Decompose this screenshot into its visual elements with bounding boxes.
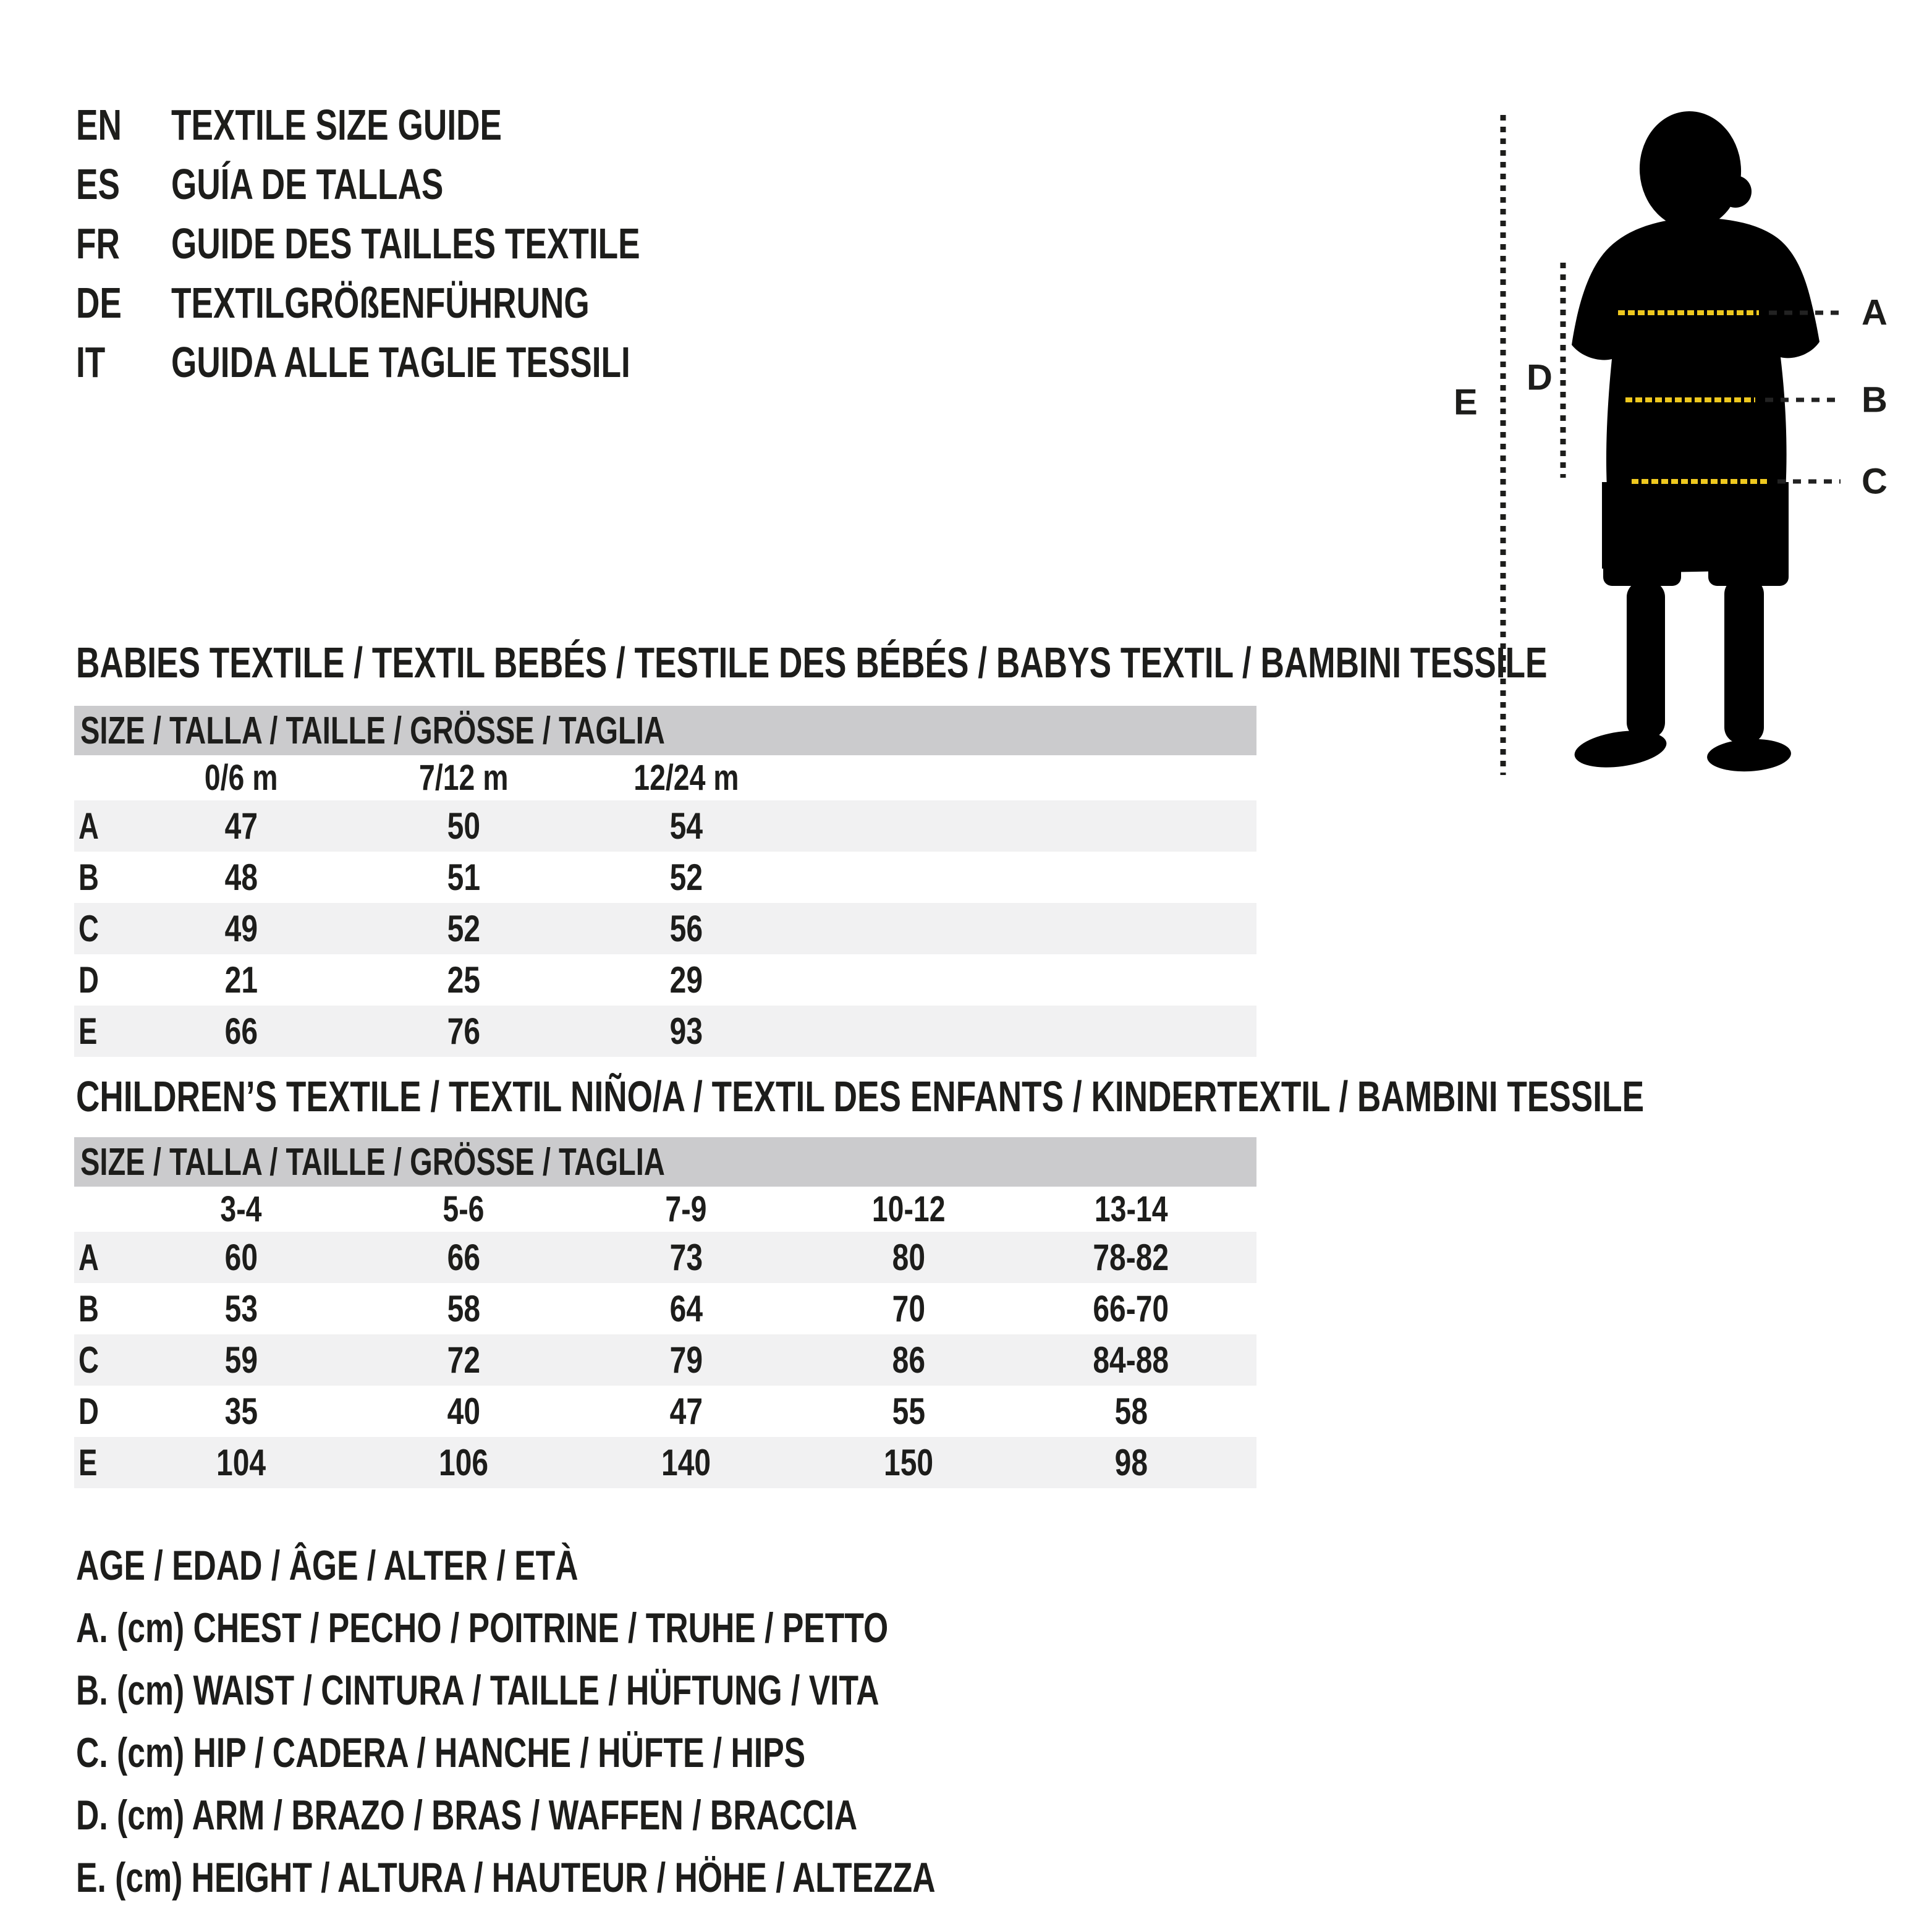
table-cell-value: 79 bbox=[669, 1339, 703, 1381]
row-label: D bbox=[78, 1391, 99, 1432]
table-cell-value: 52 bbox=[669, 857, 703, 898]
row-label: E bbox=[78, 1010, 98, 1052]
babies-heading-text: BABIES TEXTILE / TEXTIL BEBÉS / TESTILE DES BÉBÉS / BABYS TEXTIL / BAMBINI TESSILE bbox=[76, 638, 1548, 687]
table-row bbox=[74, 903, 1256, 954]
table-cell-value: 59 bbox=[224, 1339, 258, 1381]
table-cell-value: 64 bbox=[669, 1288, 703, 1329]
babies-size-table bbox=[74, 706, 1256, 1057]
table-cell-value: 35 bbox=[224, 1391, 258, 1432]
children-heading-text: CHILDREN’S TEXTILE / TEXTIL NIÑO/A / TEXTIL DES ENFANTS / KINDERTEXTIL / BAMBINI TESSILE bbox=[76, 1072, 1645, 1121]
table-row bbox=[74, 954, 1256, 1006]
table-cell-value: 84-88 bbox=[1093, 1339, 1169, 1381]
table-cell-value: 47 bbox=[669, 1391, 703, 1432]
language-title: TEXTILGRÖßENFÜHRUNG bbox=[171, 279, 590, 327]
table-cell-value: 48 bbox=[224, 857, 258, 898]
children-column-header: 7-9 bbox=[665, 1189, 707, 1229]
table-cell-value: 51 bbox=[447, 857, 480, 898]
table-row bbox=[74, 800, 1256, 852]
row-label: D bbox=[78, 959, 99, 1001]
legend-line-chest: A. (cm) CHEST / PECHO / POITRINE / TRUHE / PETTO bbox=[76, 1604, 889, 1651]
babies-column-header: 0/6 m bbox=[204, 758, 278, 798]
table-row bbox=[74, 1232, 1256, 1283]
language-code: DE bbox=[76, 279, 122, 327]
legend-line-arm: D. (cm) ARM / BRAZO / BRAS / WAFFEN / BRACCIA bbox=[76, 1792, 858, 1839]
babies-column-header: 7/12 m bbox=[418, 758, 509, 798]
table-cell-value: 93 bbox=[669, 1010, 703, 1052]
table-cell-value: 50 bbox=[447, 805, 480, 847]
table-cell-value: 104 bbox=[216, 1442, 266, 1483]
babies-size-header-text: SIZE / TALLA / TAILLE / GRÖSSE / TAGLIA bbox=[80, 709, 665, 752]
measure-label-e: E bbox=[1454, 382, 1478, 423]
children-column-header-row bbox=[74, 1187, 1256, 1232]
table-cell-value: 55 bbox=[892, 1391, 925, 1432]
table-cell-value: 29 bbox=[669, 959, 703, 1001]
table-cell-value: 60 bbox=[224, 1237, 258, 1278]
children-column-header: 13-14 bbox=[1094, 1189, 1168, 1229]
row-label: C bbox=[78, 1339, 99, 1381]
language-title: GUIDE DES TAILLES TEXTILE bbox=[171, 219, 640, 268]
table-cell-value: 53 bbox=[224, 1288, 258, 1329]
legend-line-age: AGE / EDAD / ÂGE / ALTER / ETÀ bbox=[76, 1542, 578, 1589]
legend-line-height: E. (cm) HEIGHT / ALTURA / HAUTEUR / HÖHE / ALTEZZA bbox=[76, 1854, 936, 1901]
table-cell-value: 66-70 bbox=[1093, 1288, 1169, 1329]
babies-column-header-row bbox=[74, 755, 1256, 800]
row-label: B bbox=[78, 1288, 99, 1329]
babies-size-header-bar bbox=[74, 706, 1256, 755]
table-cell-value: 21 bbox=[224, 959, 258, 1001]
language-title: GUÍA DE TALLAS bbox=[171, 160, 444, 208]
table-row bbox=[74, 1437, 1256, 1488]
table-row bbox=[74, 852, 1256, 903]
table-cell-value: 47 bbox=[224, 805, 258, 847]
language-list bbox=[76, 95, 788, 392]
table-cell-value: 80 bbox=[892, 1237, 925, 1278]
table-cell-value: 58 bbox=[1114, 1391, 1148, 1432]
table-cell-value: 56 bbox=[669, 908, 703, 949]
table-cell-value: 58 bbox=[447, 1288, 480, 1329]
children-column-header: 5-6 bbox=[443, 1189, 485, 1229]
children-section-heading bbox=[76, 1074, 1932, 1119]
babies-section-heading bbox=[76, 640, 1932, 685]
table-row bbox=[74, 1006, 1256, 1057]
language-code: ES bbox=[76, 160, 120, 208]
table-cell-value: 140 bbox=[661, 1442, 711, 1483]
measure-label-d: D bbox=[1527, 357, 1553, 398]
table-cell-value: 70 bbox=[892, 1288, 925, 1329]
language-row bbox=[76, 333, 788, 392]
table-cell-value: 25 bbox=[447, 959, 480, 1001]
children-size-header-bar bbox=[74, 1137, 1256, 1187]
row-label: E bbox=[78, 1442, 98, 1483]
children-size-table bbox=[74, 1137, 1256, 1488]
language-code: IT bbox=[76, 338, 106, 386]
table-cell-value: 78-82 bbox=[1093, 1237, 1169, 1278]
language-row bbox=[76, 95, 788, 155]
table-cell-value: 106 bbox=[438, 1442, 489, 1483]
table-cell-value: 98 bbox=[1114, 1442, 1148, 1483]
table-cell-value: 40 bbox=[447, 1391, 480, 1432]
table-cell-value: 86 bbox=[892, 1339, 925, 1381]
row-label: A bbox=[78, 805, 99, 847]
children-column-header: 3-4 bbox=[220, 1189, 262, 1229]
measure-label-c: C bbox=[1862, 461, 1888, 502]
legend-line-waist: B. (cm) WAIST / CINTURA / TAILLE / HÜFTUNG / VITA bbox=[76, 1667, 879, 1714]
table-cell-value: 66 bbox=[447, 1237, 480, 1278]
language-row bbox=[76, 273, 788, 333]
table-row bbox=[74, 1334, 1256, 1386]
language-title: TEXTILE SIZE GUIDE bbox=[171, 101, 502, 149]
row-label: C bbox=[78, 908, 99, 949]
children-column-header: 10-12 bbox=[871, 1189, 946, 1229]
table-cell-value: 150 bbox=[883, 1442, 934, 1483]
table-row bbox=[74, 1283, 1256, 1334]
measure-label-a: A bbox=[1862, 292, 1888, 333]
table-row bbox=[74, 1386, 1256, 1437]
table-cell-value: 72 bbox=[447, 1339, 480, 1381]
language-title: GUIDA ALLE TAGLIE TESSILI bbox=[171, 338, 630, 386]
measure-label-b: B bbox=[1862, 379, 1888, 420]
language-code: FR bbox=[76, 219, 120, 268]
children-size-header-text: SIZE / TALLA / TAILLE / GRÖSSE / TAGLIA bbox=[80, 1140, 665, 1184]
row-label: A bbox=[78, 1237, 99, 1278]
table-cell-value: 49 bbox=[224, 908, 258, 949]
legend-line-hip: C. (cm) HIP / CADERA / HANCHE / HÜFTE / HIPS bbox=[76, 1729, 806, 1776]
language-code: EN bbox=[76, 101, 122, 149]
row-label: B bbox=[78, 857, 99, 898]
language-row bbox=[76, 155, 788, 214]
babies-column-header: 12/24 m bbox=[633, 758, 739, 798]
language-row bbox=[76, 214, 788, 273]
table-cell-value: 76 bbox=[447, 1010, 480, 1052]
table-cell-value: 54 bbox=[669, 805, 703, 847]
table-cell-value: 52 bbox=[447, 908, 480, 949]
measurement-legend bbox=[76, 1535, 1207, 1909]
table-cell-value: 73 bbox=[669, 1237, 703, 1278]
table-cell-value: 66 bbox=[224, 1010, 258, 1052]
